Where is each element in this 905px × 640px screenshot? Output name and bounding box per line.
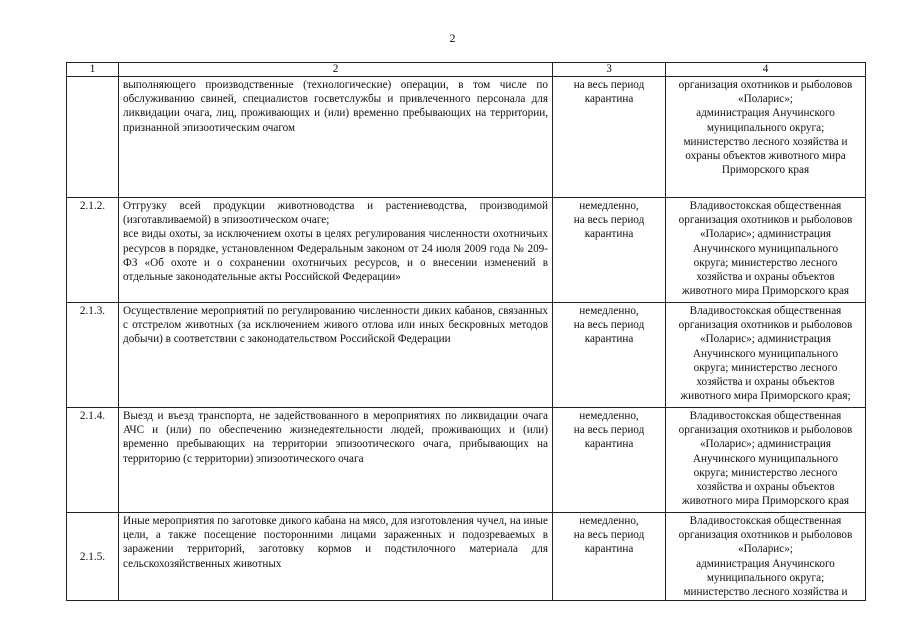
responsible-line: охраны объектов животного мира bbox=[685, 150, 846, 163]
measure-paragraph: Осуществление мероприятий по регулированию численности диких кабанов, связанных с отстрелом животных (за исключением живого отлова или иных бескровных методов добычи) в соответствии с законодательством Российской Федерации bbox=[123, 305, 548, 346]
timing-line: на весь период bbox=[573, 214, 645, 227]
measure-paragraph: выполняющего производственные (технологические) операции, в том числе по обслуживанию свиней, специалистов госветслужбы и привлеченного персонала для ликвидации очага, лиц, проживающих и (или) временно пребывающих на территории, признанной эпизоотическим очагом bbox=[123, 79, 548, 134]
table-row bbox=[67, 198, 866, 303]
column-header: 2 bbox=[119, 63, 553, 77]
responsible-line: округа; министерство лесного bbox=[693, 256, 838, 269]
timing-line: немедленно, bbox=[579, 410, 639, 422]
responsible-line: Анучинского муниципального bbox=[692, 347, 839, 360]
responsible-line: «Поларис»; bbox=[738, 543, 793, 556]
item-number: 2.1.2. bbox=[67, 198, 119, 303]
responsible-cell bbox=[666, 77, 866, 198]
column-header: 3 bbox=[553, 63, 666, 77]
measure-paragraph: Выезд и въезд транспорта, не задействованного в мероприятиях по ликвидации очага АЧС и (или) по обеспечению жизнедеятельности людей, проживающих и (или) временно пребывающих на территории эпизоотического очага, прибывающих на территорию (с территории) эпизоотического очага bbox=[123, 410, 548, 465]
timing-line: немедленно, bbox=[579, 200, 639, 212]
timing-cell bbox=[553, 303, 666, 408]
timing-line: немедленно, bbox=[579, 515, 639, 527]
table-row bbox=[67, 303, 866, 408]
responsible-line: Анучинского муниципального bbox=[692, 242, 839, 255]
responsible-line: «Поларис»; bbox=[738, 93, 793, 106]
responsible-line: Владивостокская общественная bbox=[689, 515, 842, 527]
measure-paragraph: все виды охоты, за исключением охоты в целях регулирования численности охотничьих ресурсов в порядке, установленном Федеральным законом от 24 июля 2009 года № 209-ФЗ «Об охоте и о сохранении охотничьих ресурсов, и о внесении изменений в отдельные законодательные акты Российской Федерации» bbox=[123, 228, 548, 284]
item-number bbox=[67, 77, 119, 198]
responsible-line: «Поларис»; администрация bbox=[699, 228, 832, 241]
measure-text bbox=[119, 513, 553, 601]
timing-cell bbox=[553, 77, 666, 198]
responsible-line: животного мира Приморского края bbox=[681, 495, 850, 508]
responsible-line: организация охотников и рыболовов bbox=[678, 79, 853, 91]
responsible-line: Приморского края bbox=[721, 164, 810, 177]
measure-text bbox=[119, 198, 553, 303]
responsible-line: администрация Анучинского bbox=[696, 107, 835, 120]
timing-line: карантина bbox=[584, 333, 634, 346]
measure-text bbox=[119, 77, 553, 198]
responsible-line: муниципального округа; bbox=[706, 121, 825, 134]
responsible-line: хозяйства и охраны объектов bbox=[696, 481, 835, 494]
responsible-line: организация охотников и рыболовов bbox=[678, 319, 853, 332]
timing-line: карантина bbox=[584, 228, 634, 241]
measures-table bbox=[66, 62, 866, 601]
measure-paragraph: Отгрузку всей продукции животноводства и растениеводства, производимой (изготавливаемой) в эпизоотическом очаге; bbox=[123, 200, 548, 227]
timing-line: карантина bbox=[584, 93, 634, 106]
responsible-line: хозяйства и охраны объектов bbox=[696, 376, 835, 389]
column-header: 4 bbox=[666, 63, 866, 77]
responsible-line: организация охотников и рыболовов bbox=[678, 214, 853, 227]
responsible-line: Владивостокская общественная bbox=[689, 410, 842, 422]
responsible-line: организация охотников и рыболовов bbox=[678, 424, 853, 437]
measure-text bbox=[119, 408, 553, 513]
responsible-line: Владивостокская общественная bbox=[689, 200, 842, 212]
item-number: 2.1.4. bbox=[67, 408, 119, 513]
timing-line: карантина bbox=[584, 543, 634, 556]
responsible-line: животного мира Приморского края bbox=[681, 285, 850, 298]
responsible-line: администрация Анучинского bbox=[696, 557, 835, 570]
responsible-cell bbox=[666, 303, 866, 408]
table-row bbox=[67, 408, 866, 513]
responsible-line: «Поларис»; администрация bbox=[699, 438, 832, 451]
timing-line: карантина bbox=[584, 438, 634, 451]
responsible-line: хозяйства и охраны объектов bbox=[696, 271, 835, 284]
responsible-cell bbox=[666, 408, 866, 513]
timing-cell bbox=[553, 513, 666, 601]
timing-line: на весь период bbox=[573, 529, 645, 542]
responsible-line: муниципального округа; bbox=[706, 571, 825, 584]
table-header-row bbox=[67, 63, 866, 77]
item-number: 2.1.5. bbox=[67, 513, 119, 601]
responsible-line: министерство лесного хозяйства и bbox=[683, 586, 848, 599]
timing-cell bbox=[553, 408, 666, 513]
timing-line: немедленно, bbox=[579, 305, 639, 317]
item-number: 2.1.3. bbox=[67, 303, 119, 408]
measure-paragraph: Иные мероприятия по заготовке дикого кабана на мясо, для изготовления чучел, на иные цели, а также посещение посторонними лицами зараженных и подозреваемых в заражении территорий, заготовку кормов и подстилочного материала для сельскохозяйственных животных bbox=[123, 515, 548, 570]
column-header: 1 bbox=[67, 63, 119, 77]
responsible-line: округа; министерство лесного bbox=[693, 466, 838, 479]
responsible-line: Владивостокская общественная bbox=[689, 305, 842, 317]
timing-line: на весь период bbox=[573, 424, 645, 437]
table-row bbox=[67, 513, 866, 601]
page-number: 2 bbox=[449, 31, 456, 45]
responsible-line: организация охотников и рыболовов bbox=[678, 529, 853, 542]
measure-text bbox=[119, 303, 553, 408]
responsible-line: «Поларис»; администрация bbox=[699, 333, 832, 346]
timing-line: на весь период bbox=[573, 319, 645, 332]
responsible-line: Анучинского муниципального bbox=[692, 452, 839, 465]
table-row bbox=[67, 77, 866, 198]
timing-cell bbox=[553, 198, 666, 303]
responsible-line: министерство лесного хозяйства и bbox=[683, 135, 848, 148]
responsible-cell bbox=[666, 198, 866, 303]
responsible-line: животного мира Приморского края; bbox=[680, 390, 851, 403]
timing-line: на весь период bbox=[573, 79, 645, 91]
responsible-cell bbox=[666, 513, 866, 601]
responsible-line: округа; министерство лесного bbox=[693, 361, 838, 374]
